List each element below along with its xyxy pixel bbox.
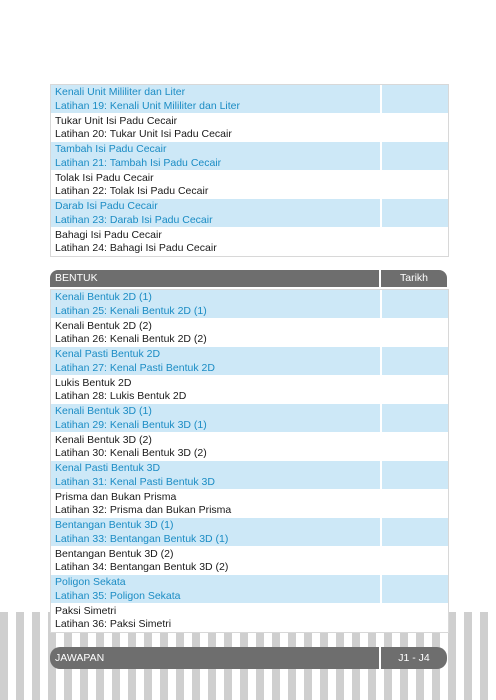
topic-title: Lukis Bentuk 2D — [55, 376, 132, 389]
exercise-title: Latihan 32: Prisma dan Bukan Prisma — [55, 504, 232, 516]
topic-title: Prisma dan Bukan Prisma — [55, 490, 177, 503]
topic-title: Tolak Isi Padu Cecair — [55, 171, 154, 184]
table-row — [51, 319, 448, 348]
date-cell[interactable] — [382, 319, 448, 347]
table-row — [51, 575, 448, 604]
topic-cell — [51, 319, 380, 347]
exercise-title: Latihan 23: Darab Isi Padu Cecair — [55, 213, 213, 226]
date-cell[interactable] — [382, 490, 448, 518]
exercise-title: Latihan 27: Kenal Pasti Bentuk 2D — [55, 361, 215, 374]
answers-label: JAWAPAN — [50, 647, 379, 669]
topic-title: Kenali Bentuk 3D (2) — [55, 433, 152, 446]
topic-title: Tambah Isi Padu Cecair — [55, 143, 167, 155]
topic-cell — [51, 547, 380, 575]
table-row — [51, 604, 448, 633]
topic-title: Kenal Pasti Bentuk 2D — [55, 348, 161, 360]
topic-cell — [51, 575, 380, 603]
date-cell[interactable] — [382, 404, 448, 432]
topic-title: Poligon Sekata — [55, 576, 126, 588]
table-row — [51, 199, 448, 228]
exercise-title: Latihan 36: Paksi Simetri — [55, 618, 172, 630]
date-cell[interactable] — [382, 290, 448, 318]
date-cell[interactable] — [382, 461, 448, 489]
topic-cell — [51, 114, 380, 142]
shapes-table — [50, 289, 449, 633]
exercise-title: Latihan 31: Kenal Pasti Bentuk 3D — [55, 475, 215, 488]
topic-cell — [51, 171, 380, 199]
table-row — [51, 404, 448, 433]
exercise-title: Latihan 20: Tukar Unit Isi Padu Cecair — [55, 128, 232, 140]
table-row — [51, 547, 448, 576]
date-cell[interactable] — [382, 85, 448, 113]
table-row — [51, 290, 448, 319]
date-cell[interactable] — [382, 547, 448, 575]
date-cell[interactable] — [382, 604, 448, 632]
table-row — [51, 376, 448, 405]
section-title: BENTUK — [50, 270, 379, 287]
date-cell[interactable] — [382, 518, 448, 546]
date-cell[interactable] — [382, 228, 448, 256]
exercise-title: Latihan 30: Kenali Bentuk 3D (2) — [55, 447, 207, 459]
date-cell[interactable] — [382, 575, 448, 603]
exercise-title: Latihan 26: Kenali Bentuk 2D (2) — [55, 333, 207, 345]
date-cell[interactable] — [382, 376, 448, 404]
date-column-header: Tarikh — [381, 270, 447, 287]
topic-cell — [51, 461, 380, 489]
topic-cell — [51, 228, 380, 256]
table-row — [51, 142, 448, 171]
exercise-title: Latihan 21: Tambah Isi Padu Cecair — [55, 156, 222, 169]
topic-title: Tukar Unit Isi Padu Cecair — [55, 114, 178, 127]
topic-title: Kenali Bentuk 2D (1) — [55, 291, 152, 303]
topic-title: Paksi Simetri — [55, 604, 117, 617]
topic-title: Darab Isi Padu Cecair — [55, 200, 158, 212]
topic-cell — [51, 404, 380, 432]
topic-title: Kenali Bentuk 2D (2) — [55, 319, 152, 332]
liquid-volume-table — [50, 84, 449, 257]
exercise-title: Latihan 24: Bahagi Isi Padu Cecair — [55, 242, 217, 254]
table-row — [51, 347, 448, 376]
table-row — [51, 228, 448, 257]
topic-cell — [51, 347, 380, 375]
topic-cell — [51, 290, 380, 318]
exercise-title: Latihan 22: Tolak Isi Padu Cecair — [55, 185, 209, 197]
exercise-title: Latihan 28: Lukis Bentuk 2D — [55, 390, 187, 402]
date-cell[interactable] — [382, 199, 448, 227]
exercise-title: Latihan 34: Bentangan Bentuk 3D (2) — [55, 561, 229, 573]
answers-pages: J1 - J4 — [381, 647, 447, 669]
topic-cell — [51, 199, 380, 227]
date-cell[interactable] — [382, 114, 448, 142]
date-cell[interactable] — [382, 433, 448, 461]
table-row — [51, 433, 448, 462]
date-cell[interactable] — [382, 347, 448, 375]
table-row — [51, 461, 448, 490]
answers-bar — [50, 647, 447, 669]
exercise-title: Latihan 29: Kenali Bentuk 3D (1) — [55, 418, 207, 431]
exercise-title: Latihan 35: Poligon Sekata — [55, 589, 181, 602]
topic-title: Bahagi Isi Padu Cecair — [55, 228, 162, 241]
topic-cell — [51, 490, 380, 518]
table-row — [51, 114, 448, 143]
topic-cell — [51, 85, 380, 113]
bentuk-header — [50, 270, 447, 287]
topic-cell — [51, 518, 380, 546]
topic-cell — [51, 604, 380, 632]
topic-title: Kenali Unit Mililiter dan Liter — [55, 86, 186, 98]
table-row — [51, 490, 448, 519]
topic-title: Bentangan Bentuk 3D (1) — [55, 519, 174, 531]
topic-title: Kenal Pasti Bentuk 3D — [55, 462, 161, 474]
table-row — [51, 171, 448, 200]
table-row — [51, 518, 448, 547]
date-cell[interactable] — [382, 171, 448, 199]
exercise-title: Latihan 19: Kenali Unit Mililiter dan Liter — [55, 99, 241, 112]
topic-cell — [51, 376, 380, 404]
topic-title: Kenali Bentuk 3D (1) — [55, 405, 152, 417]
topic-cell — [51, 433, 380, 461]
topic-title: Bentangan Bentuk 3D (2) — [55, 547, 174, 560]
exercise-title: Latihan 25: Kenali Bentuk 2D (1) — [55, 304, 207, 317]
topic-cell — [51, 142, 380, 170]
date-cell[interactable] — [382, 142, 448, 170]
table-row — [51, 85, 448, 114]
exercise-title: Latihan 33: Bentangan Bentuk 3D (1) — [55, 532, 229, 545]
